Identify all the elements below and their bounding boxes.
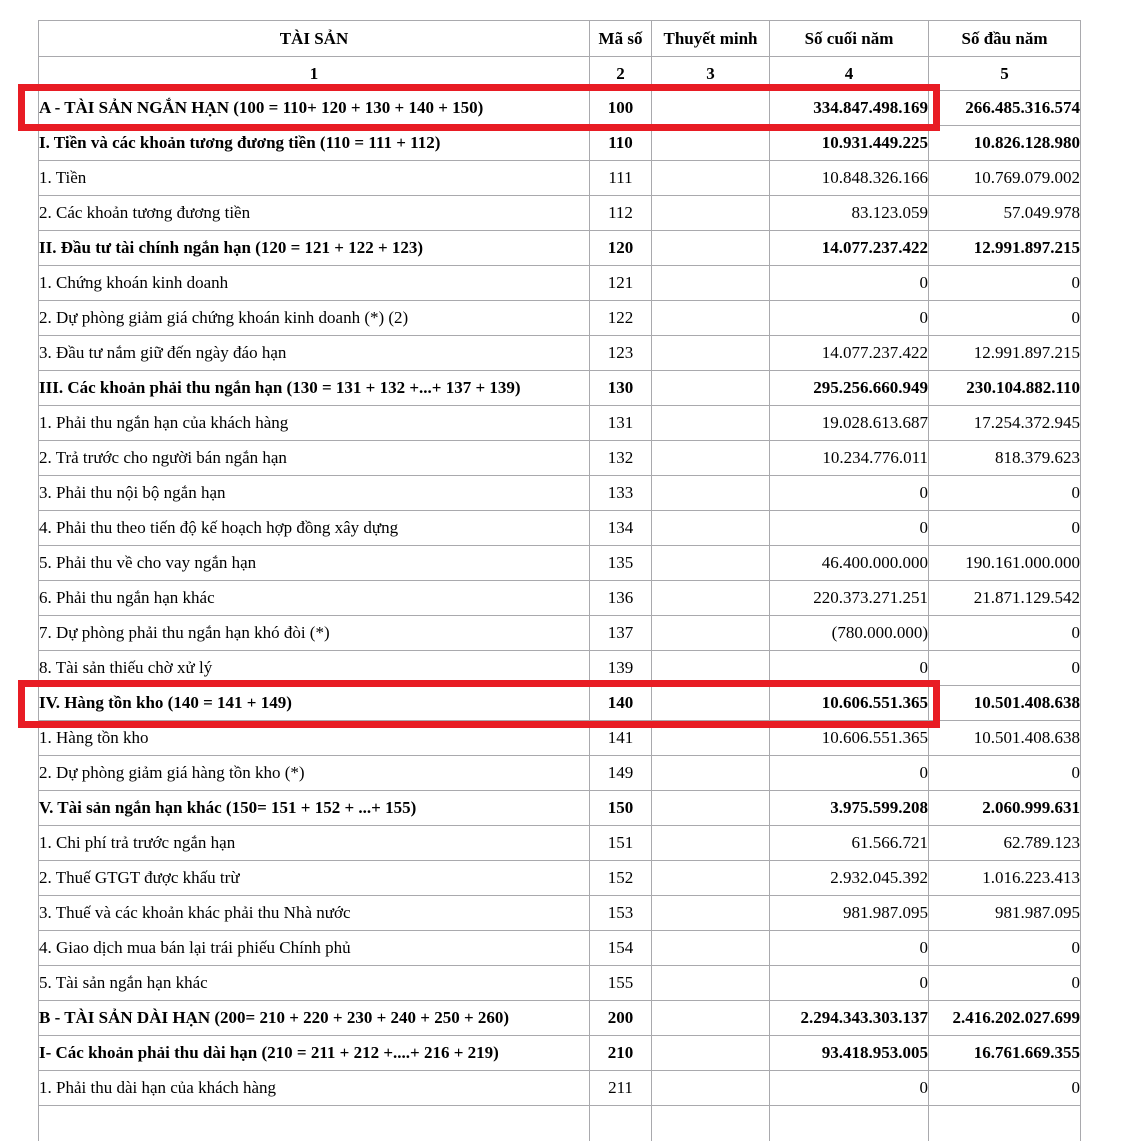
- note-cell: [652, 721, 770, 756]
- asset-label-cell: I. Tiền và các khoản tương đương tiền (110 = 111 + 112): [39, 126, 590, 161]
- table-row: [39, 791, 1081, 826]
- table-row: [39, 231, 1081, 266]
- note-cell: [652, 931, 770, 966]
- col-header-end-year: Số cuối năm: [770, 21, 929, 57]
- end-year-cell: 10.606.551.365: [770, 721, 929, 756]
- asset-label-cell: III. Các khoản phải thu ngắn hạn (130 = 131 + 132 +...+ 137 + 139): [39, 371, 590, 406]
- begin-year-cell: 818.379.623: [929, 441, 1081, 476]
- note-cell: [652, 686, 770, 721]
- asset-label-cell: 2. Thuế GTGT được khấu trừ: [39, 861, 590, 896]
- end-year-cell: 19.028.613.687: [770, 406, 929, 441]
- table-row: [39, 931, 1081, 966]
- end-year-cell: 0: [770, 266, 929, 301]
- end-year-cell: 220.373.271.251: [770, 581, 929, 616]
- table-row-partial: [39, 1106, 1081, 1141]
- table-row: [39, 546, 1081, 581]
- end-year-cell: 10.606.551.365: [770, 686, 929, 721]
- asset-label-cell: 4. Phải thu theo tiến độ kế hoạch hợp đồng xây dựng: [39, 511, 590, 546]
- code-cell: 112: [590, 196, 652, 231]
- code-cell: 131: [590, 406, 652, 441]
- asset-label-cell: 1. Chi phí trả trước ngắn hạn: [39, 826, 590, 861]
- begin-year-cell: 266.485.316.574: [929, 91, 1081, 126]
- end-year-cell: 0: [770, 931, 929, 966]
- asset-label-cell: 1. Chứng khoán kinh doanh: [39, 266, 590, 301]
- table-row: [39, 301, 1081, 336]
- asset-label-cell: 2. Các khoản tương đương tiền: [39, 196, 590, 231]
- begin-year-cell: 2.416.202.027.699: [929, 1001, 1081, 1036]
- table-body: [39, 91, 1081, 1141]
- note-cell: [652, 1001, 770, 1036]
- end-year-cell: 0: [770, 476, 929, 511]
- note-cell: [652, 966, 770, 1001]
- col-number-2: 2: [590, 57, 652, 91]
- note-cell: [652, 161, 770, 196]
- note-cell: [652, 1036, 770, 1071]
- table-row: [39, 336, 1081, 371]
- end-year-cell: 0: [770, 1071, 929, 1106]
- note-cell: [652, 651, 770, 686]
- begin-year-cell: 10.501.408.638: [929, 686, 1081, 721]
- end-year-cell: 46.400.000.000: [770, 546, 929, 581]
- table-row: [39, 721, 1081, 756]
- end-year-cell: 0: [770, 756, 929, 791]
- end-year-cell: 2.932.045.392: [770, 861, 929, 896]
- note-cell: [652, 1071, 770, 1106]
- end-year-cell: 0: [770, 511, 929, 546]
- table-row: [39, 371, 1081, 406]
- asset-label-cell: 1. Hàng tồn kho: [39, 721, 590, 756]
- header-row: [39, 21, 1081, 57]
- table-row: [39, 91, 1081, 126]
- code-cell: 139: [590, 651, 652, 686]
- begin-year-cell: 0: [929, 931, 1081, 966]
- col-number-3: 3: [652, 57, 770, 91]
- col-number-1: 1: [39, 57, 590, 91]
- balance-sheet: [38, 20, 1081, 1141]
- code-cell: 136: [590, 581, 652, 616]
- asset-label-cell: 5. Tài sản ngắn hạn khác: [39, 966, 590, 1001]
- begin-year-cell: 0: [929, 651, 1081, 686]
- table-row: [39, 511, 1081, 546]
- end-year-cell: 334.847.498.169: [770, 91, 929, 126]
- begin-year-cell: 0: [929, 966, 1081, 1001]
- end-year-cell: (780.000.000): [770, 616, 929, 651]
- table-row: [39, 756, 1081, 791]
- asset-label-cell: 7. Dự phòng phải thu ngắn hạn khó đòi (*): [39, 616, 590, 651]
- begin-year-cell: 0: [929, 476, 1081, 511]
- column-number-row: [39, 57, 1081, 91]
- note-cell: [652, 1106, 770, 1141]
- asset-label-cell: 3. Đầu tư nắm giữ đến ngày đáo hạn: [39, 336, 590, 371]
- code-cell: 135: [590, 546, 652, 581]
- asset-label-cell: 5. Phải thu về cho vay ngắn hạn: [39, 546, 590, 581]
- begin-year-cell: [929, 1106, 1081, 1141]
- col-header-begin-year: Số đầu năm: [929, 21, 1081, 57]
- code-cell: 132: [590, 441, 652, 476]
- table-row: [39, 196, 1081, 231]
- end-year-cell: 10.848.326.166: [770, 161, 929, 196]
- begin-year-cell: 12.991.897.215: [929, 231, 1081, 266]
- code-cell: 152: [590, 861, 652, 896]
- note-cell: [652, 441, 770, 476]
- asset-label-cell: B - TÀI SẢN DÀI HẠN (200= 210 + 220 + 230 + 240 + 250 + 260): [39, 1001, 590, 1036]
- note-cell: [652, 546, 770, 581]
- code-cell: 137: [590, 616, 652, 651]
- end-year-cell: 2.294.343.303.137: [770, 1001, 929, 1036]
- asset-label-cell: IV. Hàng tồn kho (140 = 141 + 149): [39, 686, 590, 721]
- table-row: [39, 651, 1081, 686]
- end-year-cell: 0: [770, 651, 929, 686]
- note-cell: [652, 231, 770, 266]
- code-cell: 140: [590, 686, 652, 721]
- begin-year-cell: 2.060.999.631: [929, 791, 1081, 826]
- end-year-cell: 10.234.776.011: [770, 441, 929, 476]
- asset-label-cell: 3. Thuế và các khoản khác phải thu Nhà nước: [39, 896, 590, 931]
- asset-label-cell: II. Đầu tư tài chính ngắn hạn (120 = 121 + 122 + 123): [39, 231, 590, 266]
- table-row: [39, 161, 1081, 196]
- note-cell: [652, 196, 770, 231]
- end-year-cell: 14.077.237.422: [770, 231, 929, 266]
- begin-year-cell: 0: [929, 616, 1081, 651]
- code-cell: 153: [590, 896, 652, 931]
- end-year-cell: 14.077.237.422: [770, 336, 929, 371]
- asset-label-cell: 1. Phải thu dài hạn của khách hàng: [39, 1071, 590, 1106]
- asset-label-cell: 2. Dự phòng giảm giá chứng khoán kinh doanh (*) (2): [39, 301, 590, 336]
- asset-label-cell: 4. Giao dịch mua bán lại trái phiếu Chính phủ: [39, 931, 590, 966]
- table-row: [39, 581, 1081, 616]
- note-cell: [652, 756, 770, 791]
- begin-year-cell: 16.761.669.355: [929, 1036, 1081, 1071]
- begin-year-cell: 981.987.095: [929, 896, 1081, 931]
- code-cell: [590, 1106, 652, 1141]
- code-cell: 154: [590, 931, 652, 966]
- code-cell: 200: [590, 1001, 652, 1036]
- begin-year-cell: 0: [929, 266, 1081, 301]
- code-cell: 151: [590, 826, 652, 861]
- code-cell: 110: [590, 126, 652, 161]
- note-cell: [652, 126, 770, 161]
- begin-year-cell: 0: [929, 301, 1081, 336]
- table-row: [39, 686, 1081, 721]
- begin-year-cell: 10.501.408.638: [929, 721, 1081, 756]
- note-cell: [652, 371, 770, 406]
- begin-year-cell: 12.991.897.215: [929, 336, 1081, 371]
- note-cell: [652, 406, 770, 441]
- code-cell: 150: [590, 791, 652, 826]
- code-cell: 100: [590, 91, 652, 126]
- asset-label-cell: V. Tài sản ngắn hạn khác (150= 151 + 152 + ...+ 155): [39, 791, 590, 826]
- table-row: [39, 126, 1081, 161]
- note-cell: [652, 266, 770, 301]
- asset-label-cell: I- Các khoản phải thu dài hạn (210 = 211 + 212 +....+ 216 + 219): [39, 1036, 590, 1071]
- asset-label-cell: 2. Dự phòng giảm giá hàng tồn kho (*): [39, 756, 590, 791]
- table-row: [39, 826, 1081, 861]
- code-cell: 210: [590, 1036, 652, 1071]
- col-header-assets: TÀI SẢN: [39, 21, 590, 57]
- end-year-cell: 0: [770, 301, 929, 336]
- asset-label-cell: 1. Tiền: [39, 161, 590, 196]
- table-row: [39, 441, 1081, 476]
- note-cell: [652, 861, 770, 896]
- table-row: [39, 861, 1081, 896]
- begin-year-cell: 21.871.129.542: [929, 581, 1081, 616]
- asset-label-cell: 8. Tài sản thiếu chờ xử lý: [39, 651, 590, 686]
- asset-label-cell: [39, 1106, 590, 1141]
- asset-label-cell: 1. Phải thu ngắn hạn của khách hàng: [39, 406, 590, 441]
- table-row: [39, 476, 1081, 511]
- begin-year-cell: 230.104.882.110: [929, 371, 1081, 406]
- begin-year-cell: 0: [929, 511, 1081, 546]
- col-header-notes: Thuyết minh: [652, 21, 770, 57]
- code-cell: 123: [590, 336, 652, 371]
- table-row: [39, 1001, 1081, 1036]
- note-cell: [652, 616, 770, 651]
- table-row: [39, 966, 1081, 1001]
- end-year-cell: 93.418.953.005: [770, 1036, 929, 1071]
- asset-label-cell: 3. Phải thu nội bộ ngắn hạn: [39, 476, 590, 511]
- end-year-cell: 83.123.059: [770, 196, 929, 231]
- note-cell: [652, 91, 770, 126]
- begin-year-cell: 17.254.372.945: [929, 406, 1081, 441]
- end-year-cell: 10.931.449.225: [770, 126, 929, 161]
- note-cell: [652, 336, 770, 371]
- code-cell: 121: [590, 266, 652, 301]
- code-cell: 122: [590, 301, 652, 336]
- begin-year-cell: 57.049.978: [929, 196, 1081, 231]
- note-cell: [652, 896, 770, 931]
- col-header-code: Mã số: [590, 21, 652, 57]
- table-row: [39, 1036, 1081, 1071]
- note-cell: [652, 791, 770, 826]
- begin-year-cell: 190.161.000.000: [929, 546, 1081, 581]
- begin-year-cell: 10.769.079.002: [929, 161, 1081, 196]
- note-cell: [652, 476, 770, 511]
- asset-label-cell: 2. Trả trước cho người bán ngắn hạn: [39, 441, 590, 476]
- begin-year-cell: 62.789.123: [929, 826, 1081, 861]
- table-row: [39, 266, 1081, 301]
- table-row: [39, 616, 1081, 651]
- begin-year-cell: 10.826.128.980: [929, 126, 1081, 161]
- note-cell: [652, 511, 770, 546]
- code-cell: 130: [590, 371, 652, 406]
- asset-label-cell: 6. Phải thu ngắn hạn khác: [39, 581, 590, 616]
- code-cell: 149: [590, 756, 652, 791]
- col-number-5: 5: [929, 57, 1081, 91]
- note-cell: [652, 301, 770, 336]
- begin-year-cell: 1.016.223.413: [929, 861, 1081, 896]
- code-cell: 133: [590, 476, 652, 511]
- note-cell: [652, 581, 770, 616]
- note-cell: [652, 826, 770, 861]
- end-year-cell: 981.987.095: [770, 896, 929, 931]
- code-cell: 141: [590, 721, 652, 756]
- code-cell: 134: [590, 511, 652, 546]
- asset-label-cell: A - TÀI SẢN NGẮN HẠN (100 = 110+ 120 + 130 + 140 + 150): [39, 91, 590, 126]
- begin-year-cell: 0: [929, 756, 1081, 791]
- begin-year-cell: 0: [929, 1071, 1081, 1106]
- end-year-cell: [770, 1106, 929, 1141]
- end-year-cell: 295.256.660.949: [770, 371, 929, 406]
- table-row: [39, 406, 1081, 441]
- col-number-4: 4: [770, 57, 929, 91]
- table-row: [39, 896, 1081, 931]
- code-cell: 155: [590, 966, 652, 1001]
- code-cell: 111: [590, 161, 652, 196]
- end-year-cell: 0: [770, 966, 929, 1001]
- code-cell: 120: [590, 231, 652, 266]
- end-year-cell: 61.566.721: [770, 826, 929, 861]
- table-row: [39, 1071, 1081, 1106]
- end-year-cell: 3.975.599.208: [770, 791, 929, 826]
- balance-sheet-table: [38, 20, 1081, 1141]
- code-cell: 211: [590, 1071, 652, 1106]
